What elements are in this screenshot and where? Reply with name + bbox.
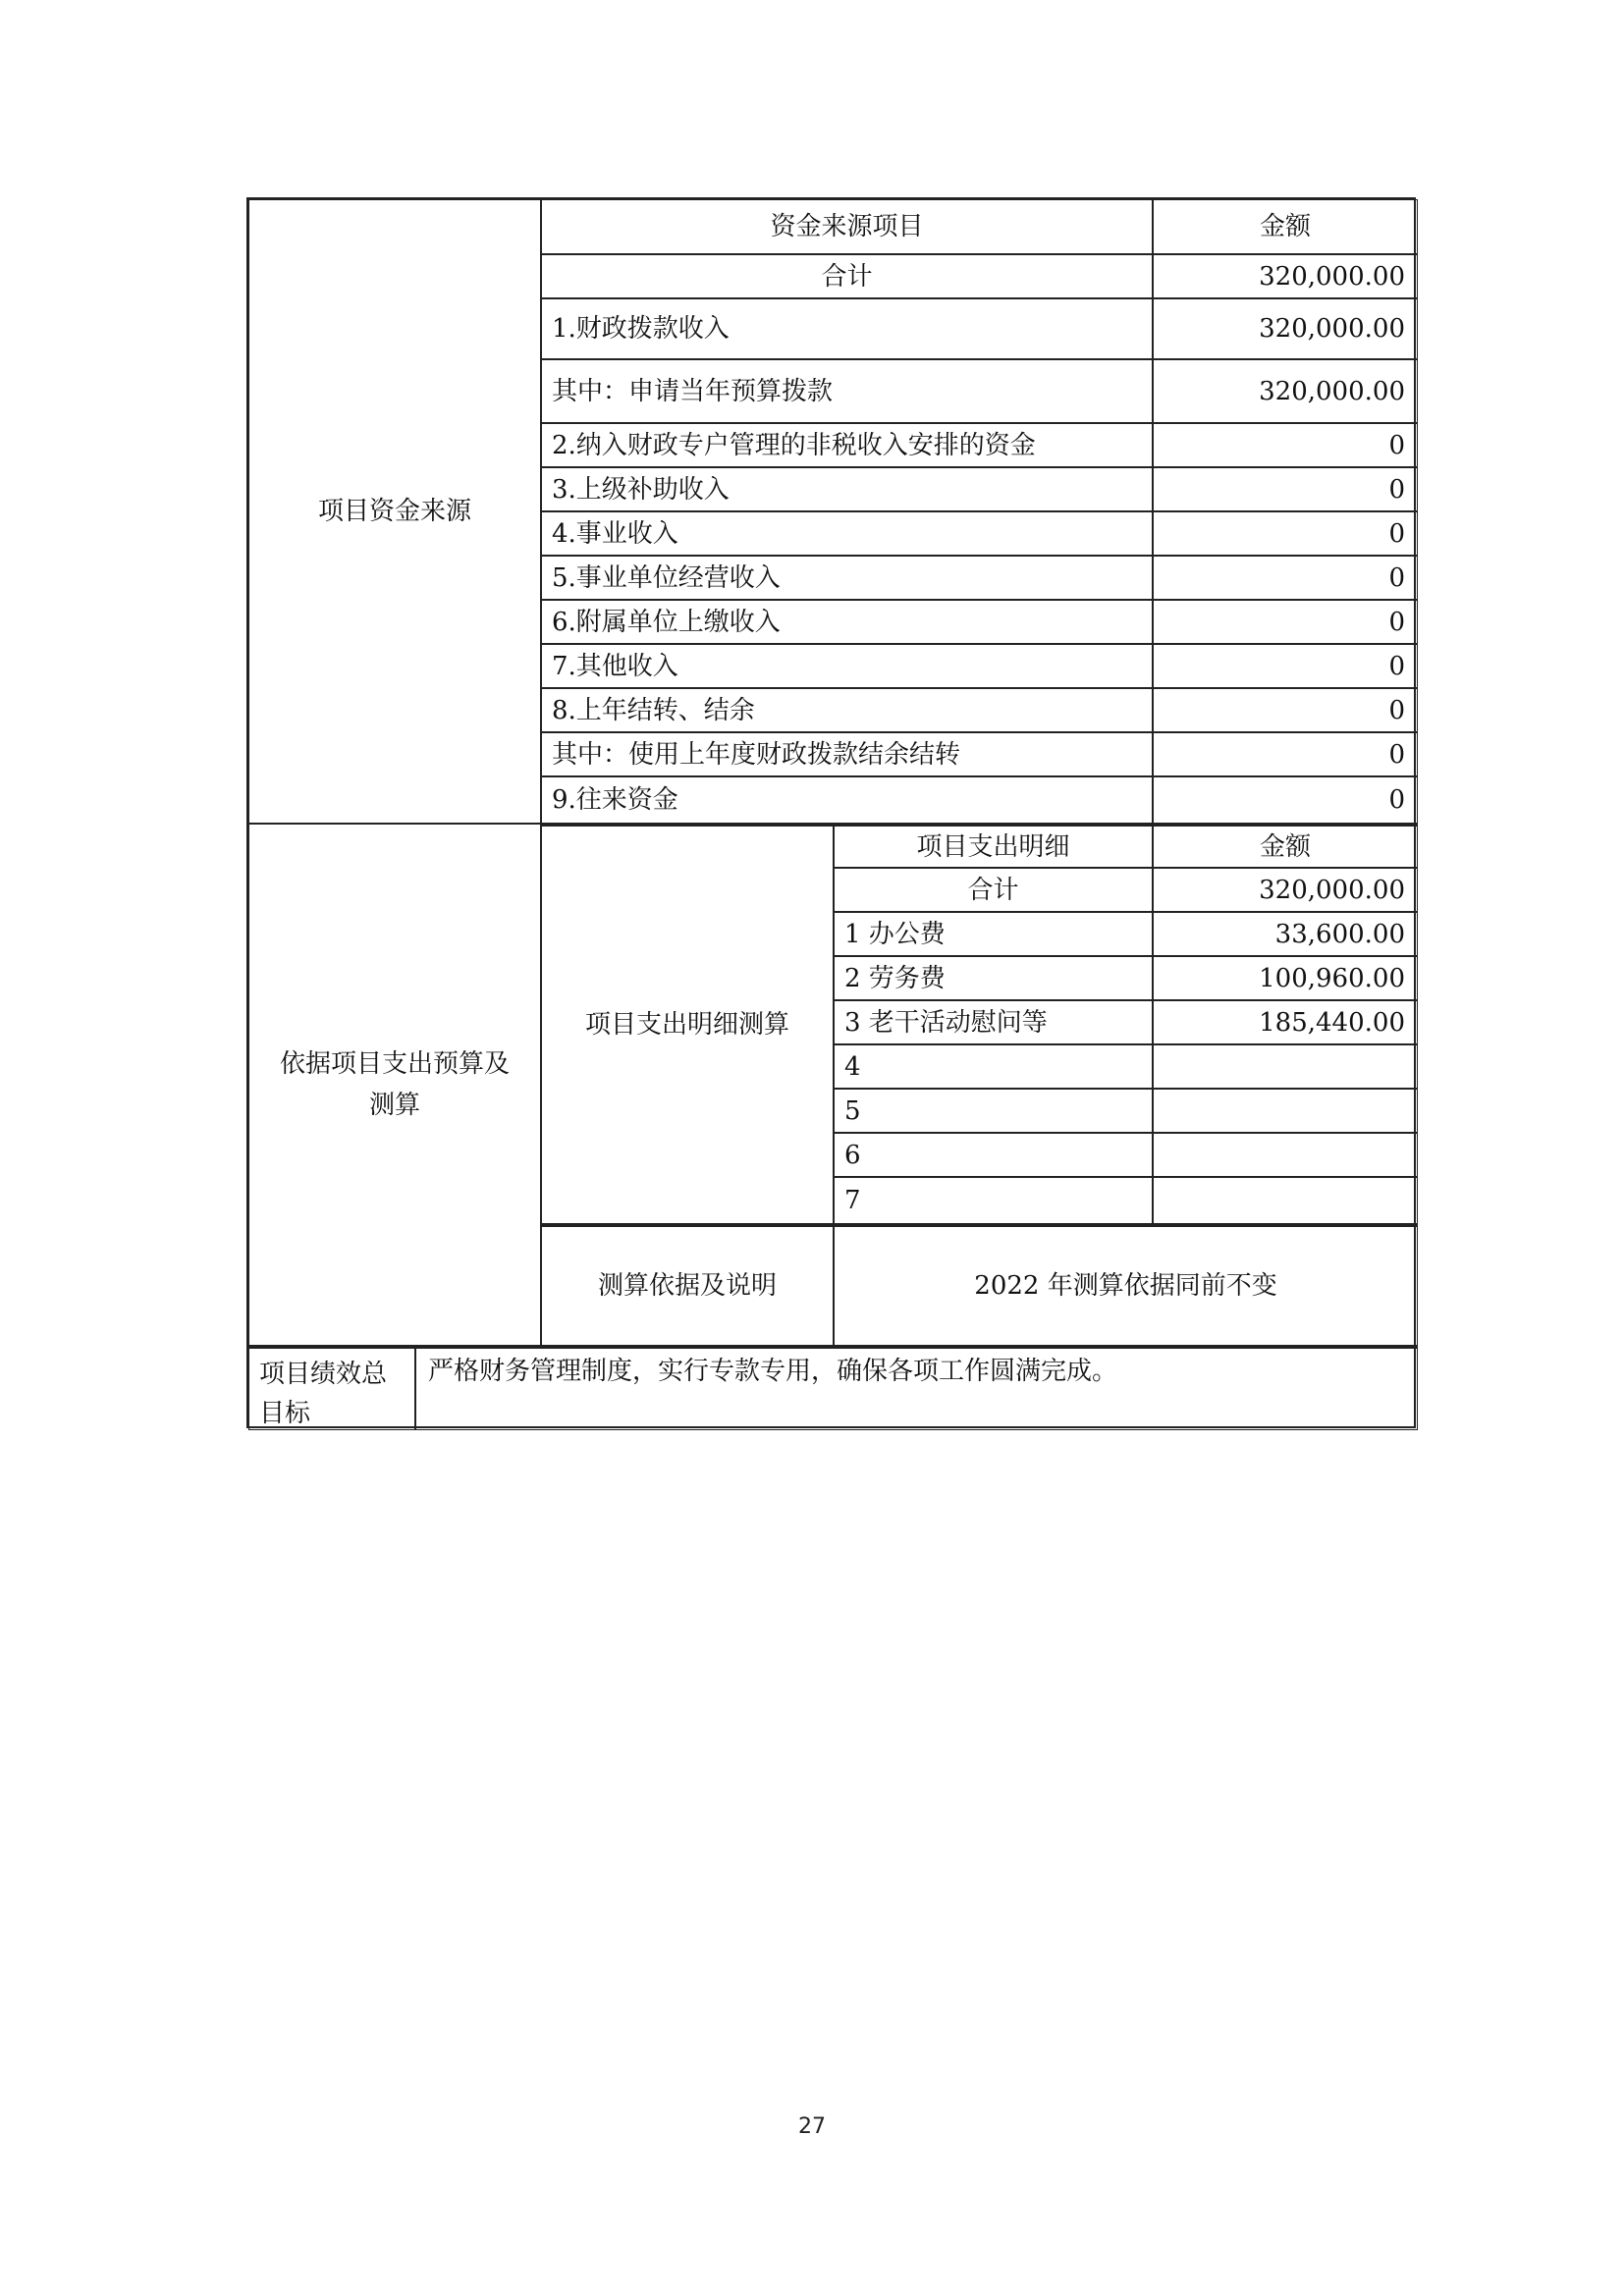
funding-row-amount: 0 <box>1153 556 1418 600</box>
budget-basis-text: 2022 年测算依据同前不变 <box>834 1224 1418 1346</box>
funding-row-item: 1.财政拨款收入 <box>541 298 1153 359</box>
budget-row-amount <box>1153 1044 1418 1089</box>
funding-row-amount: 320,000.00 <box>1153 298 1418 359</box>
funding-row-item: 8.上年结转、结余 <box>541 688 1153 732</box>
funding-row-amount: 0 <box>1153 732 1418 776</box>
funding-row-amount: 0 <box>1153 776 1418 824</box>
budget-row-amount: 320,000.00 <box>1153 868 1418 912</box>
budget-row-item: 7 <box>834 1177 1153 1224</box>
budget-row-item: 3 老干活动慰问等 <box>834 1000 1153 1044</box>
funding-row-amount: 0 <box>1153 688 1418 732</box>
funding-row-amount: 0 <box>1153 511 1418 556</box>
funding-row-amount: 320,000.00 <box>1153 254 1418 298</box>
funding-row-item: 7.其他收入 <box>541 644 1153 688</box>
budget-row-item: 2 劳务费 <box>834 956 1153 1000</box>
funding-source-section-label <box>248 199 541 824</box>
funding-row-item: 其中：申请当年预算拨款 <box>541 359 1153 423</box>
budget-row-item: 1 办公费 <box>834 912 1153 956</box>
funding-row-amount: 320,000.00 <box>1153 359 1418 423</box>
budget-section-label <box>248 824 541 1346</box>
funding-row-item: 其中：使用上年度财政拨款结余结转 <box>541 732 1153 776</box>
funding-source-header-item: 资金来源项目 <box>541 199 1153 254</box>
budget-row-item: 5 <box>834 1089 1153 1133</box>
funding-row-item: 9.往来资金 <box>541 776 1153 824</box>
project-budget-table <box>246 197 1416 1428</box>
funding-row-amount: 0 <box>1153 600 1418 644</box>
funding-row-amount: 0 <box>1153 423 1418 467</box>
budget-row-item: 4 <box>834 1044 1153 1089</box>
budget-row-amount <box>1153 1089 1418 1133</box>
budget-row-amount: 100,960.00 <box>1153 956 1418 1000</box>
budget-row-amount <box>1153 1177 1418 1224</box>
budget-row-amount <box>1153 1133 1418 1177</box>
funding-row-item: 2.纳入财政专户管理的非税收入安排的资金 <box>541 423 1153 467</box>
funding-row-item: 6.附属单位上缴收入 <box>541 600 1153 644</box>
funding-row-item: 合计 <box>541 254 1153 298</box>
budget-header-item: 项目支出明细 <box>834 824 1153 868</box>
performance-goal-text: 严格财务管理制度，实行专款专用，确保各项工作圆满完成。 <box>415 1346 1418 1430</box>
funding-row-item: 4.事业收入 <box>541 511 1153 556</box>
page-number: 27 <box>798 2114 826 2139</box>
funding-row-amount: 0 <box>1153 644 1418 688</box>
funding-row-item: 3.上级补助收入 <box>541 467 1153 511</box>
funding-source-header-amount: 金额 <box>1153 199 1418 254</box>
budget-row-amount: 185,440.00 <box>1153 1000 1418 1044</box>
performance-goal-label: 项目绩效总目标 <box>248 1346 415 1430</box>
funding-row-amount: 0 <box>1153 467 1418 511</box>
funding-row-item: 5.事业单位经营收入 <box>541 556 1153 600</box>
budget-header-amount: 金额 <box>1153 824 1418 868</box>
budget-section-label-text: 依据项目支出预算及测算 <box>279 1049 510 1120</box>
budget-detail-label: 项目支出明细测算 <box>541 824 834 1224</box>
budget-row-item: 合计 <box>834 868 1153 912</box>
budget-row-item: 6 <box>834 1133 1153 1177</box>
budget-row-amount: 33,600.00 <box>1153 912 1418 956</box>
budget-basis-label: 测算依据及说明 <box>541 1224 834 1346</box>
funding-source-section-label-text: 项目资金来源 <box>317 497 471 526</box>
